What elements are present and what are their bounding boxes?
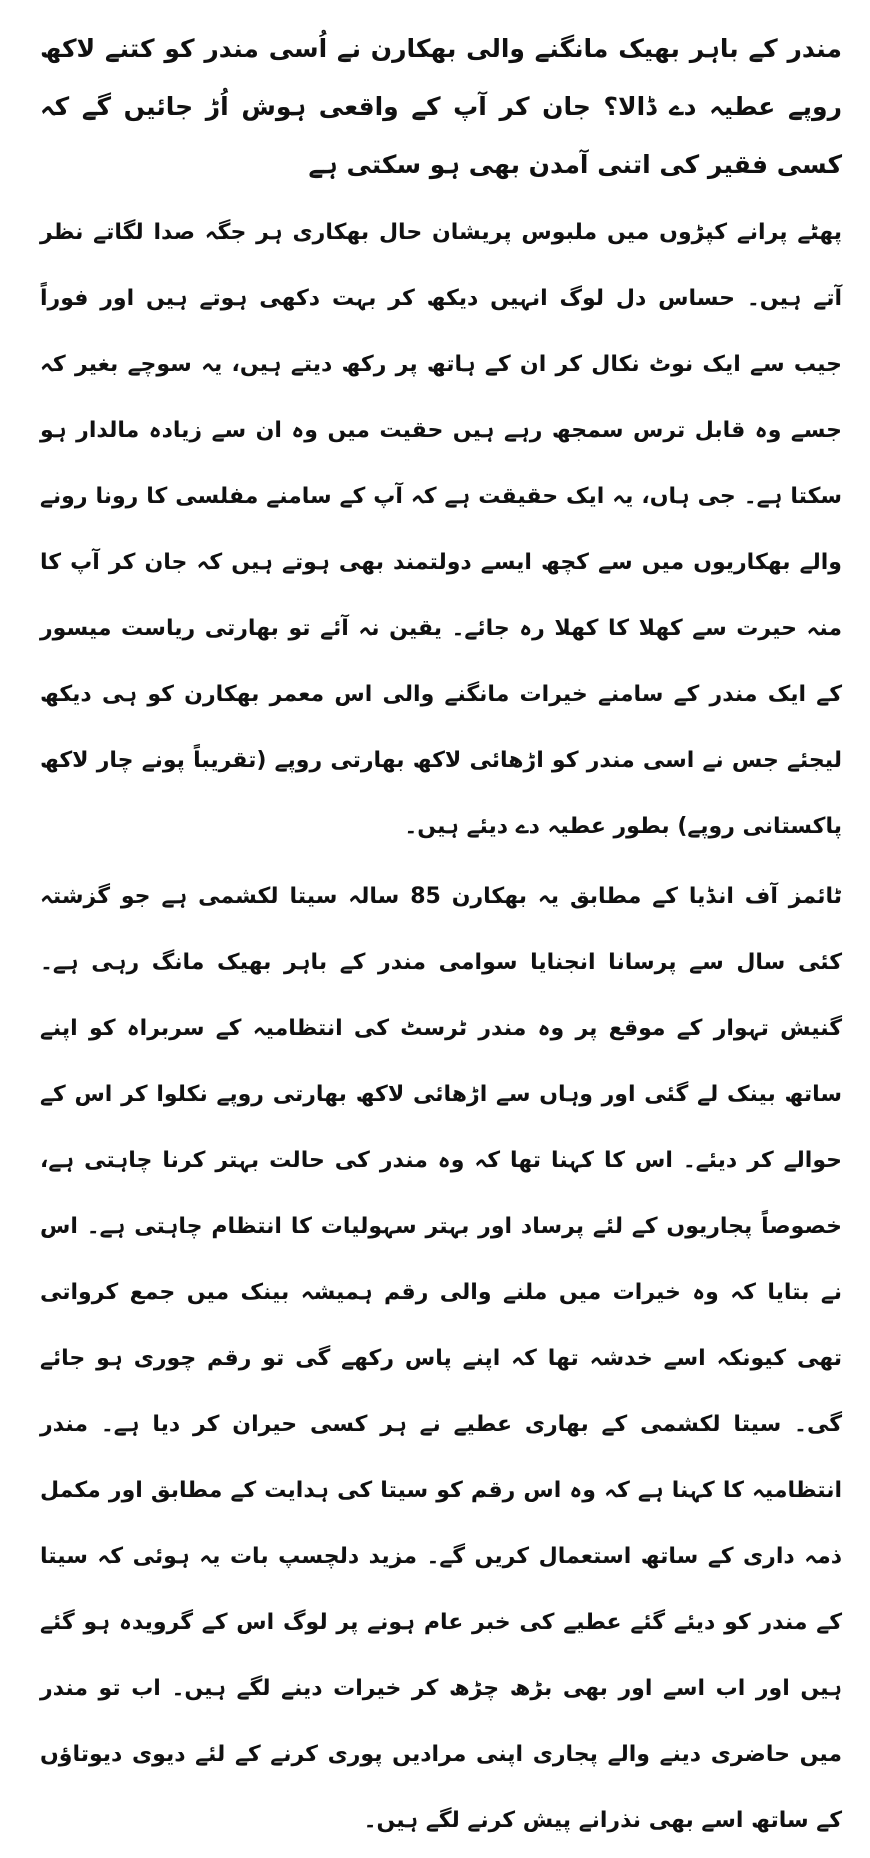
article-paragraph: پھٹے پرانے کپڑوں میں ملبوس پریشان حال بھکاری ہر جگہ صدا لگاتے نظر آتے ہیں۔ حساس دل لوگ انہیں دیکھ کر بہت دکھی ہوتے ہیں اور فوراً جیب سے ایک نوٹ نکال کر ان کے ہاتھ پر رکھ دیتے ہیں، یہ سوچے بغیر کہ جسے وہ قابل ترس سمجھ رہے ہیں حقیت میں وہ ان سے زیادہ مالدار ہو سکتا ہے۔ جی ہاں، یہ ایک حقیقت ہے کہ آپ کے سامنے مفلسی کا رونا رونے والے بھکاریوں میں سے کچھ ایسے دولتمند بھی ہوتے ہیں کہ جان کر آپ کا منہ حیرت سے کھلا کا کھلا رہ جائے۔ یقین نہ آئے تو بھارتی ریاست میسور کے ایک مندر کے سامنے خیرات مانگنے والی اس معمر بھکارن کو ہی دیکھ لیجئے جس نے اسی مندر کو اڑھائی لاکھ بھارتی روپے (تقریباً پونے چار لاکھ پاکستانی روپے) بطور عطیہ دے دیئے ہیں۔ xyxy=(40,220,842,839)
article-headline: مندر کے باہر بھیک مانگنے والی بھکارن نے اُسی مندر کو کتنے لاکھ روپے عطیہ دے ڈالا؟ جان کر آپ کے واقعی ہوش اُڑ جائیں گے کہ کسی فقیر کی اتنی آمدن بھی ہو سکتی ہے xyxy=(40,34,842,179)
article xyxy=(40,20,842,1858)
article-paragraph: ٹائمز آف انڈیا کے مطابق یہ بھکارن 85 سالہ سیتا لکشمی ہے جو گزشتہ کئی سال سے پرسانا انجنایا سوامی مندر کے باہر بھیک مانگ رہی ہے۔ گنیش تہوار کے موقع پر وہ مندر ٹرسٹ کی انتظامیہ کے سربراہ کو اپنے ساتھ بینک لے گئی اور وہاں سے اڑھائی لاکھ بھارتی روپے نکلوا کر اس کے حوالے کر دیئے۔ اس کا کہنا تھا کہ وہ مندر کی حالت بہتر کرنا چاہتی ہے، خصوصاً پجاریوں کے لئے پرساد اور بہتر سہولیات کا انتظام چاہتی ہے۔ اس نے بتایا کہ وہ خیرات میں ملنے والی رقم ہمیشہ بینک میں جمع کرواتی تھی کیونکہ اسے خدشہ تھا کہ اپنے پاس رکھے گی تو رقم چوری ہو جائے گی۔ سیتا لکشمی کے بھاری عطیے نے ہر کسی حیران کر دیا ہے۔ مندر انتظامیہ کا کہنا ہے کہ وہ اس رقم کو سیتا کی ہدایت کے مطابق اور مکمل ذمہ داری کے ساتھ استعمال کریں گے۔ مزید دلچسپ بات یہ ہوئی کہ سیتا کے مندر کو دیئے گئے عطیے کی خبر عام ہونے پر لوگ اس کے گرویدہ ہو گئے ہیں اور اب اسے اور بھی بڑھ چڑھ کر خیرات دینے لگے ہیں۔ اب تو مندر میں حاضری دینے والے پجاری اپنی مرادیں پوری کرنے کے لئے دیوی دیوتاؤں کے ساتھ اسے بھی نذرانے پیش کرنے لگے ہیں۔ xyxy=(40,884,842,1833)
